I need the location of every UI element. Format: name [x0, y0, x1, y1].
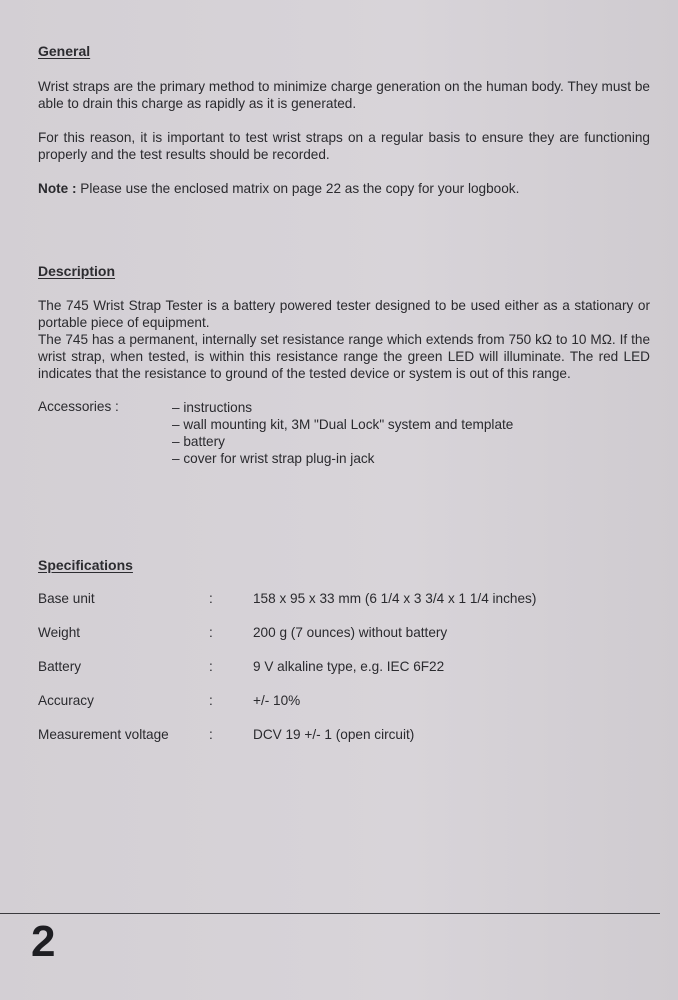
note-paragraph — [38, 180, 650, 197]
accessories-label: Accessories : — [38, 399, 119, 414]
spec-label: Weight — [38, 625, 81, 640]
spec-colon: : — [209, 591, 213, 606]
specifications-heading: Specifications — [38, 557, 133, 573]
spec-value: +/- 10% — [253, 693, 301, 708]
note-label: Note : — [38, 181, 77, 196]
spec-colon: : — [209, 727, 213, 742]
footer-divider — [0, 913, 660, 914]
description-paragraph-2: The 745 has a permanent, internally set resistance range which extends from 750 kΩ to 10 MΩ. If the wrist strap, when tested, is within this resistance range the green LED will illuminate. The red LED indicates that the resistance to ground of the tested device or system is out of this range. — [38, 332, 650, 381]
accessories-list — [172, 399, 513, 467]
accessory-item: – wall mounting kit, 3M "Dual Lock" system and template — [172, 416, 513, 433]
spec-label: Accuracy — [38, 693, 94, 708]
spec-row-battery — [38, 659, 638, 677]
general-paragraph-2: For this reason, it is important to test wrist straps on a regular basis to ensure they are functioning properly and the test results should be recorded. — [38, 130, 650, 162]
spec-row-measurement-voltage — [38, 727, 638, 745]
accessory-item: – instructions — [172, 399, 513, 416]
spec-value: DCV 19 +/- 1 (open circuit) — [253, 727, 415, 742]
general-paragraph-1: Wrist straps are the primary method to minimize charge generation on the human body. They must be able to drain this charge as rapidly as it is generated. — [38, 79, 650, 111]
spec-row-accuracy — [38, 693, 638, 711]
spec-value: 9 V alkaline type, e.g. IEC 6F22 — [253, 659, 445, 674]
spec-label: Base unit — [38, 591, 95, 606]
spec-row-weight — [38, 625, 638, 643]
spec-colon: : — [209, 659, 213, 674]
spec-value: 200 g (7 ounces) without battery — [253, 625, 448, 640]
accessory-item: – cover for wrist strap plug-in jack — [172, 450, 513, 467]
page-number: 2 — [31, 917, 56, 966]
description-heading: Description — [38, 263, 116, 279]
spec-row-base-unit — [38, 591, 638, 609]
spec-colon: : — [209, 693, 213, 708]
general-heading: General — [38, 43, 91, 59]
description-paragraph-1: The 745 Wrist Strap Tester is a battery powered tester designed to be used either as a stationary or portable piece of equipment. — [38, 298, 650, 330]
accessory-item: – battery — [172, 433, 513, 450]
spec-label: Measurement voltage — [38, 727, 169, 742]
note-text: Please use the enclosed matrix on page 22 as the copy for your logbook. — [80, 181, 520, 196]
spec-colon: : — [209, 625, 213, 640]
spec-label: Battery — [38, 659, 82, 674]
spec-value: 158 x 95 x 33 mm (6 1/4 x 3 3/4 x 1 1/4 inches) — [253, 591, 537, 606]
